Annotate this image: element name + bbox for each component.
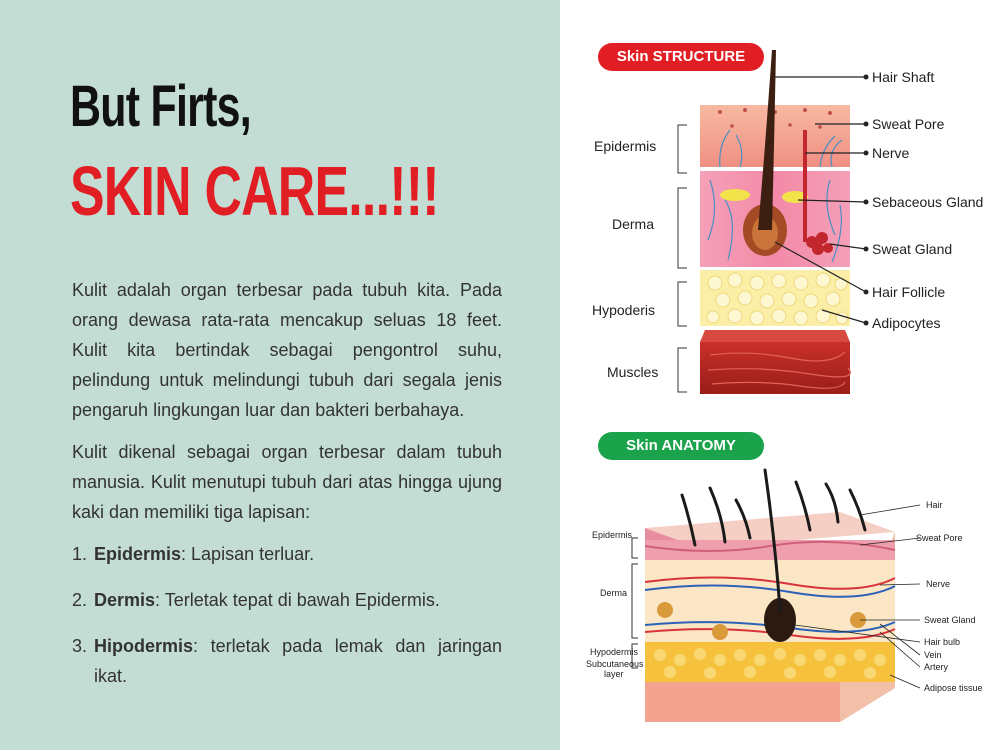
anatomy-label-sweat-pore: Sweat Pore: [916, 533, 963, 543]
anatomy-label-epidermis: Epidermis: [592, 530, 633, 540]
label-hypoderis: Hypoderis: [592, 302, 656, 318]
list-number: 3.: [72, 636, 88, 656]
list-item: [72, 585, 502, 615]
anatomy-label-derma: Derma: [600, 588, 628, 598]
skin-anatomy-badge: Skin ANATOMY: [598, 432, 764, 460]
body-text: [72, 275, 502, 707]
anatomy-label-hair: Hair: [926, 500, 943, 510]
label-derma: Derma: [612, 216, 655, 232]
label-sebaceous-gland: Sebaceous Gland: [872, 194, 984, 210]
label-adipocytes: Adipocytes: [872, 315, 941, 331]
intro-paragraph-1: Kulit adalah organ terbesar pada tubuh kita. Pada orang dewasa rata-rata mencakup seluas 18 feet. Kulit kita bertindak sebagai pengontrol suhu, pelindung untuk melindungi tubuh dari segala jenis pengaruh lingkungan luar dan bakteri berbahaya.: [72, 280, 502, 420]
skin-structure-diagram: [560, 30, 1000, 410]
epidermis-block: [700, 105, 850, 167]
muscle-block: [700, 330, 850, 394]
label-sweat-gland: Sweat Gland: [872, 241, 953, 257]
label-sweat-pore: Sweat Pore: [872, 116, 945, 132]
skin-structure-badge: Skin STRUCTURE: [598, 43, 764, 71]
layer-desc: : Terletak tepat di bawah Epidermis.: [155, 590, 440, 610]
layer-desc: : terletak pada lemak dan jaringan ikat.: [94, 636, 502, 686]
skin-anatomy-diagram: [560, 460, 1000, 740]
label-hair-follicle: Hair Follicle: [872, 284, 946, 300]
list-item: [72, 539, 502, 569]
anatomy-label-vein: Vein: [924, 650, 942, 660]
title-line-1: But Firts,: [70, 74, 251, 139]
layer-name: Hipodermis: [94, 636, 194, 656]
anatomy-label-subcutaneous: Subcutaneous: [586, 659, 644, 669]
anatomy-label-hair-bulb: Hair bulb: [924, 637, 961, 647]
label-hair-shaft: Hair Shaft: [872, 69, 935, 85]
layer-desc: : Lapisan terluar.: [181, 544, 315, 564]
anatomy-label-adipose-tissue: Adipose tissue: [924, 683, 983, 693]
label-nerve: Nerve: [872, 145, 910, 161]
intro-paragraph-2: Kulit dikenal sebagai organ terbesar dalam tubuh manusia. Kulit menutupi tubuh dari atas hingga ujung kaki dan memiliki tiga lapisan:: [72, 442, 502, 522]
layer-list: [72, 539, 502, 691]
layer-name: Dermis: [94, 590, 156, 610]
label-epidermis: Epidermis: [594, 138, 657, 154]
list-item: [72, 631, 502, 691]
anatomy-label-layer: layer: [604, 669, 624, 679]
anatomy-label-artery: Artery: [924, 662, 949, 672]
hypodermis-block: [700, 270, 850, 326]
list-number: 2.: [72, 590, 88, 610]
title-line-2: SKIN CARE...!!!: [70, 152, 439, 230]
list-number: 1.: [72, 544, 88, 564]
label-muscles: Muscles: [607, 364, 659, 380]
layer-name: Epidermis: [94, 544, 182, 564]
anatomy-label-sweat-gland: Sweat Gland: [924, 615, 976, 625]
anatomy-label-nerve: Nerve: [926, 579, 951, 589]
anatomy-label-hypodermis: Hypodermis: [590, 647, 639, 657]
